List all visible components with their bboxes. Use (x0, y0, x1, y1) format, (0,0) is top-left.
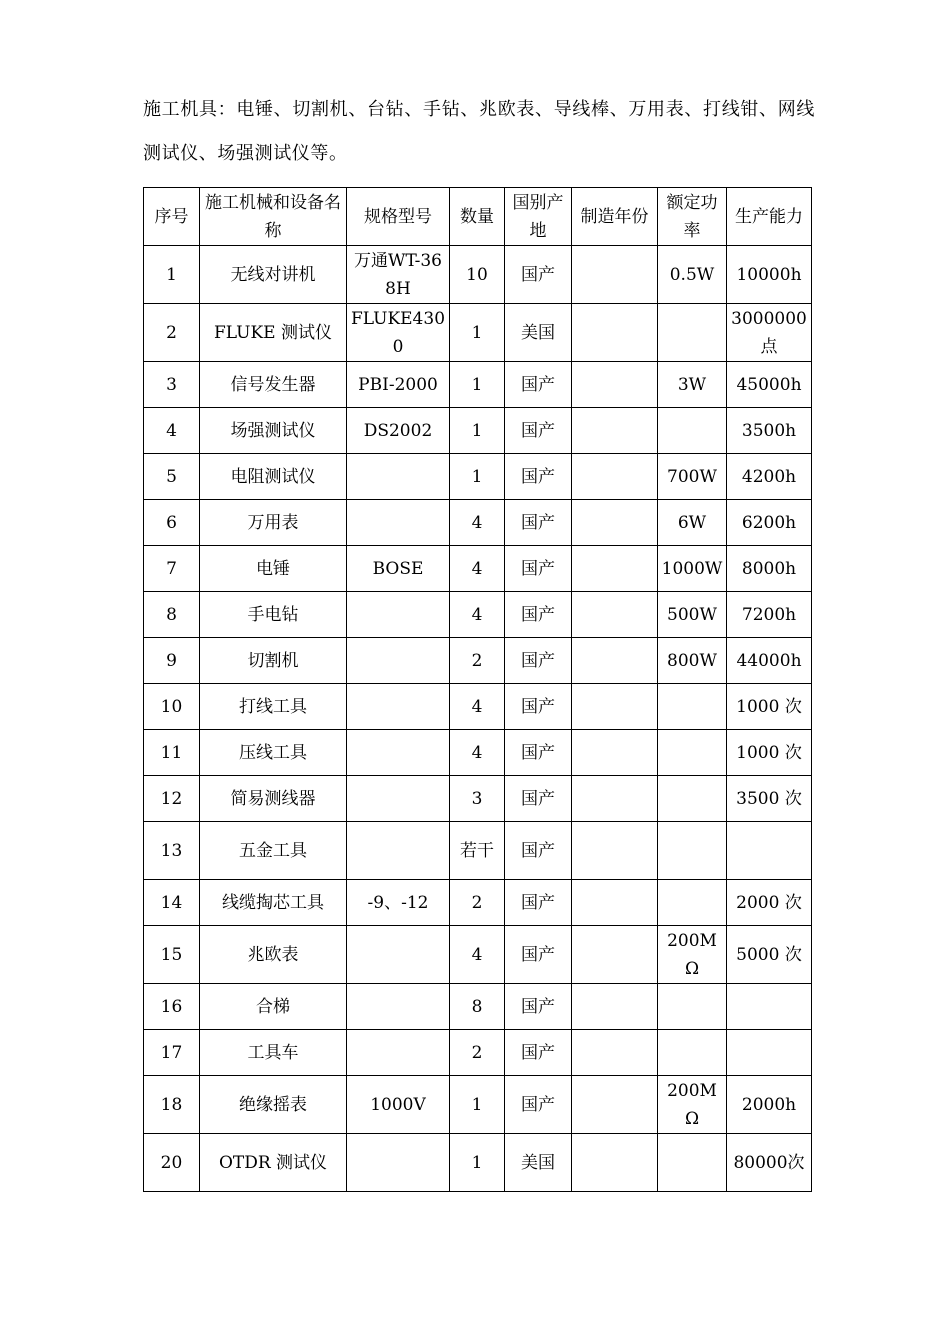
table-cell (347, 776, 450, 822)
table-cell: 6200h (727, 500, 812, 546)
table-cell: 10 (450, 246, 505, 304)
table-cell: -9、-12 (347, 880, 450, 926)
table-cell: 国产 (505, 454, 572, 500)
table-cell (658, 1030, 727, 1076)
table-cell: 2000h (727, 1076, 812, 1134)
table-cell: 1 (144, 246, 200, 304)
table-cell: 3000000点 (727, 304, 812, 362)
table-cell: 4 (450, 926, 505, 984)
table-cell: 4 (450, 684, 505, 730)
header-cell: 数量 (450, 188, 505, 246)
header-cell: 施工机械和设备名称 (200, 188, 347, 246)
table-cell: 700W (658, 454, 727, 500)
table-cell: 工具车 (200, 1030, 347, 1076)
table-row (144, 684, 812, 730)
table-cell (727, 984, 812, 1030)
table-row (144, 362, 812, 408)
table-row (144, 1030, 812, 1076)
table-cell (347, 500, 450, 546)
table-cell (658, 408, 727, 454)
table-cell (347, 984, 450, 1030)
table-cell: 15 (144, 926, 200, 984)
table-cell: 线缆掏芯工具 (200, 880, 347, 926)
table-cell (658, 880, 727, 926)
table-cell: 国产 (505, 500, 572, 546)
table-cell (572, 822, 658, 880)
table-cell (572, 984, 658, 1030)
table-row (144, 1076, 812, 1134)
table-cell: 4 (450, 592, 505, 638)
table-cell: 11 (144, 730, 200, 776)
table-cell: 4 (144, 408, 200, 454)
table-cell: 45000h (727, 362, 812, 408)
table-cell: 无线对讲机 (200, 246, 347, 304)
table-cell: 500W (658, 592, 727, 638)
table-cell (347, 684, 450, 730)
table-cell (727, 1030, 812, 1076)
table-cell: 国产 (505, 984, 572, 1030)
table-row (144, 454, 812, 500)
table-cell: 合梯 (200, 984, 347, 1030)
table-cell: 2 (144, 304, 200, 362)
table-cell: 200MΩ (658, 926, 727, 984)
table-cell: 1 (450, 408, 505, 454)
table-cell: 电阻测试仪 (200, 454, 347, 500)
table-cell: 0.5W (658, 246, 727, 304)
table-cell: 2 (450, 1030, 505, 1076)
table-cell: 16 (144, 984, 200, 1030)
table-cell: 3500h (727, 408, 812, 454)
table-cell: 2000 次 (727, 880, 812, 926)
table-cell (572, 454, 658, 500)
table-cell: FLUKE4300 (347, 304, 450, 362)
table-cell (572, 500, 658, 546)
table-cell: 国产 (505, 730, 572, 776)
table-cell: 10 (144, 684, 200, 730)
table-cell (572, 880, 658, 926)
table-cell (572, 926, 658, 984)
table-cell (572, 1030, 658, 1076)
table-row (144, 246, 812, 304)
table-cell: 手电钻 (200, 592, 347, 638)
table-cell: 20 (144, 1134, 200, 1192)
table-cell: 简易测线器 (200, 776, 347, 822)
table-cell: BOSE (347, 546, 450, 592)
table-cell: 18 (144, 1076, 200, 1134)
table-row (144, 926, 812, 984)
table-cell: 国产 (505, 822, 572, 880)
header-cell: 序号 (144, 188, 200, 246)
table-cell (347, 592, 450, 638)
table-cell (347, 730, 450, 776)
table-row (144, 776, 812, 822)
table-cell: 8 (450, 984, 505, 1030)
table-cell: 国产 (505, 880, 572, 926)
table-header-row (144, 188, 812, 246)
table-cell: PBI-2000 (347, 362, 450, 408)
table-cell (658, 776, 727, 822)
table-cell: 800W (658, 638, 727, 684)
equipment-table (143, 187, 812, 1192)
table-cell: 国产 (505, 926, 572, 984)
table-cell: 80000次 (727, 1134, 812, 1192)
table-cell (347, 454, 450, 500)
table-cell: 国产 (505, 362, 572, 408)
table-cell: 7200h (727, 592, 812, 638)
table-cell: 国产 (505, 776, 572, 822)
table-cell: 国产 (505, 408, 572, 454)
table-cell (727, 822, 812, 880)
table-cell: 国产 (505, 1076, 572, 1134)
table-cell: 国产 (505, 592, 572, 638)
table-cell: 电锤 (200, 546, 347, 592)
table-cell: 1000W (658, 546, 727, 592)
table-cell: 10000h (727, 246, 812, 304)
table-cell (572, 546, 658, 592)
table-cell (347, 1030, 450, 1076)
table-cell (572, 408, 658, 454)
table-cell (658, 730, 727, 776)
table-cell (572, 684, 658, 730)
table-cell: 3 (144, 362, 200, 408)
table-row (144, 500, 812, 546)
table-cell: FLUKE 测试仪 (200, 304, 347, 362)
table-cell: 7 (144, 546, 200, 592)
header-cell: 额定功率 (658, 188, 727, 246)
table-cell (572, 304, 658, 362)
table-cell (572, 246, 658, 304)
table-cell: OTDR 测试仪 (200, 1134, 347, 1192)
table-cell: 五金工具 (200, 822, 347, 880)
table-cell: 1000 次 (727, 730, 812, 776)
table-row (144, 880, 812, 926)
table-cell: 2 (450, 638, 505, 684)
table-cell (658, 822, 727, 880)
table-cell: 4200h (727, 454, 812, 500)
table-cell (572, 362, 658, 408)
table-cell (347, 926, 450, 984)
header-cell: 国别产地 (505, 188, 572, 246)
header-cell: 生产能力 (727, 188, 812, 246)
table-cell: 4 (450, 500, 505, 546)
table-cell: 万通WT-368H (347, 246, 450, 304)
table-cell (347, 638, 450, 684)
table-cell: 3 (450, 776, 505, 822)
table-cell: 4 (450, 546, 505, 592)
table-cell: 压线工具 (200, 730, 347, 776)
table-cell: 国产 (505, 638, 572, 684)
table-cell (347, 1134, 450, 1192)
table-cell: 打线工具 (200, 684, 347, 730)
table-cell (658, 1134, 727, 1192)
table-cell: 美国 (505, 304, 572, 362)
table-row (144, 730, 812, 776)
table-cell: 5000 次 (727, 926, 812, 984)
table-cell: 44000h (727, 638, 812, 684)
table-cell: 1000 次 (727, 684, 812, 730)
table-cell: 国产 (505, 246, 572, 304)
table-cell (572, 592, 658, 638)
table-cell: 若干 (450, 822, 505, 880)
table-cell: 13 (144, 822, 200, 880)
table-cell: 6W (658, 500, 727, 546)
table-cell: 200MΩ (658, 1076, 727, 1134)
table-cell: 3W (658, 362, 727, 408)
table-cell: 场强测试仪 (200, 408, 347, 454)
table-cell: 国产 (505, 546, 572, 592)
table-cell: 4 (450, 730, 505, 776)
table-cell: 1 (450, 454, 505, 500)
table-row (144, 304, 812, 362)
table-row (144, 638, 812, 684)
table-cell: 1 (450, 1076, 505, 1134)
table-cell: 2 (450, 880, 505, 926)
table-cell: DS2002 (347, 408, 450, 454)
table-cell: 6 (144, 500, 200, 546)
table-cell: 万用表 (200, 500, 347, 546)
table-cell (658, 304, 727, 362)
table-cell (347, 822, 450, 880)
table-cell: 1000V (347, 1076, 450, 1134)
table-cell: 3500 次 (727, 776, 812, 822)
table-cell (658, 984, 727, 1030)
table-cell (572, 1076, 658, 1134)
table-cell: 信号发生器 (200, 362, 347, 408)
table-cell (572, 730, 658, 776)
table-cell: 14 (144, 880, 200, 926)
table-cell: 国产 (505, 1030, 572, 1076)
table-row (144, 1134, 812, 1192)
table-cell: 绝缘摇表 (200, 1076, 347, 1134)
header-cell: 规格型号 (347, 188, 450, 246)
table-row (144, 822, 812, 880)
table-cell (572, 638, 658, 684)
table-cell (572, 776, 658, 822)
table-row (144, 408, 812, 454)
table-cell: 5 (144, 454, 200, 500)
table-cell: 8 (144, 592, 200, 638)
table-cell: 9 (144, 638, 200, 684)
table-cell: 1 (450, 304, 505, 362)
table-row (144, 592, 812, 638)
table-cell: 17 (144, 1030, 200, 1076)
header-cell: 制造年份 (572, 188, 658, 246)
table-row (144, 984, 812, 1030)
intro-paragraph: 施工机具：电锤、切割机、台钻、手钻、兆欧表、导线棒、万用表、打线钳、网线测试仪、场强测试仪等。 (143, 99, 815, 164)
table-cell: 1 (450, 1134, 505, 1192)
table-cell (658, 684, 727, 730)
table-cell: 兆欧表 (200, 926, 347, 984)
table-cell: 8000h (727, 546, 812, 592)
table-row (144, 546, 812, 592)
table-cell: 1 (450, 362, 505, 408)
table-cell: 切割机 (200, 638, 347, 684)
table-cell (572, 1134, 658, 1192)
table-cell: 国产 (505, 684, 572, 730)
table-cell: 美国 (505, 1134, 572, 1192)
table-cell: 12 (144, 776, 200, 822)
